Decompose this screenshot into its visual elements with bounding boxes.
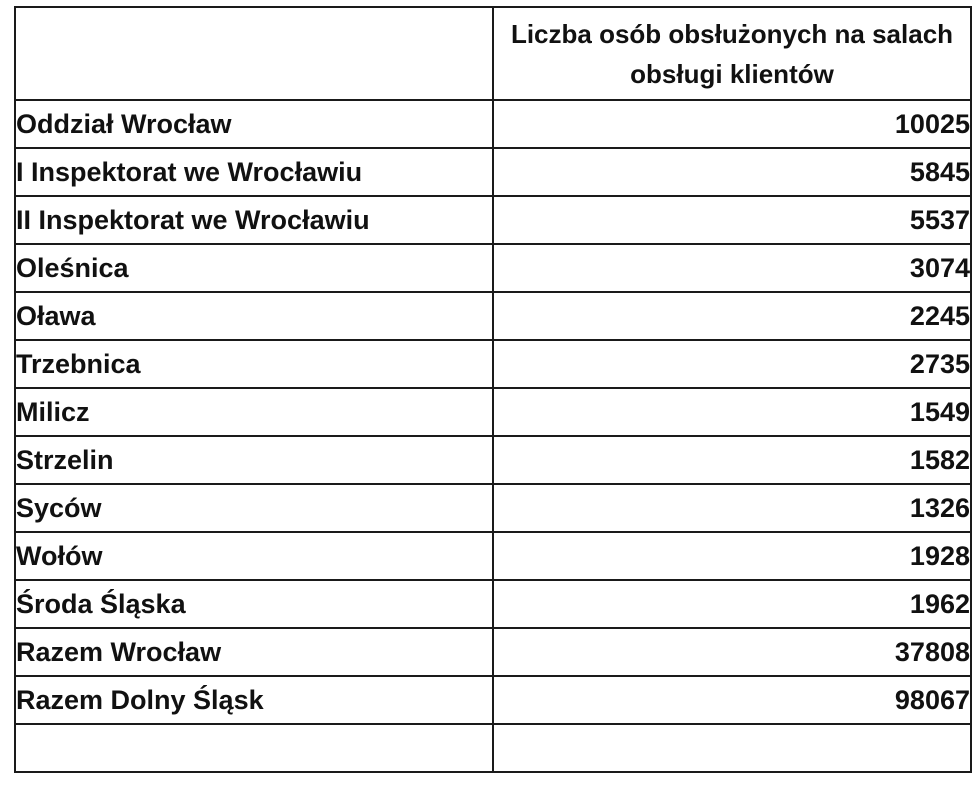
table-row [15,292,971,340]
table-row [15,100,971,148]
header-corner-cell [15,7,493,100]
clients-served-table [14,6,972,773]
table-row [15,628,971,676]
row-name-cell: Oleśnica [15,244,493,292]
empty-cell [493,724,971,772]
row-value-cell: 5537 [493,196,971,244]
table-row [15,340,971,388]
table-row [15,388,971,436]
row-value-cell: 2245 [493,292,971,340]
row-value-cell: 37808 [493,628,971,676]
row-value-cell: 1582 [493,436,971,484]
row-name-cell: Razem Wrocław [15,628,493,676]
table-body [15,100,971,772]
header-column-title: Liczba osób obsłużonych na salach obsługi klientów [493,7,971,100]
table-row [15,148,971,196]
row-value-cell: 1549 [493,388,971,436]
row-name-cell: Środa Śląska [15,580,493,628]
table-row [15,580,971,628]
row-value-cell: 1962 [493,580,971,628]
row-value-cell: 5845 [493,148,971,196]
table-row [15,532,971,580]
row-name-cell: Razem Dolny Śląsk [15,676,493,724]
table-row [15,484,971,532]
row-value-cell: 1326 [493,484,971,532]
row-name-cell: Oddział Wrocław [15,100,493,148]
row-value-cell: 3074 [493,244,971,292]
table-row [15,244,971,292]
row-name-cell: Wołów [15,532,493,580]
row-name-cell: I Inspektorat we Wrocławiu [15,148,493,196]
empty-cell [15,724,493,772]
table-row [15,196,971,244]
table-row [15,676,971,724]
row-value-cell: 10025 [493,100,971,148]
row-name-cell: II Inspektorat we Wrocławiu [15,196,493,244]
row-value-cell: 98067 [493,676,971,724]
table-header-row [15,7,971,100]
row-name-cell: Syców [15,484,493,532]
row-name-cell: Oława [15,292,493,340]
row-name-cell: Strzelin [15,436,493,484]
table-row [15,436,971,484]
row-name-cell: Trzebnica [15,340,493,388]
row-value-cell: 2735 [493,340,971,388]
row-name-cell: Milicz [15,388,493,436]
row-value-cell: 1928 [493,532,971,580]
table-row-empty [15,724,971,772]
